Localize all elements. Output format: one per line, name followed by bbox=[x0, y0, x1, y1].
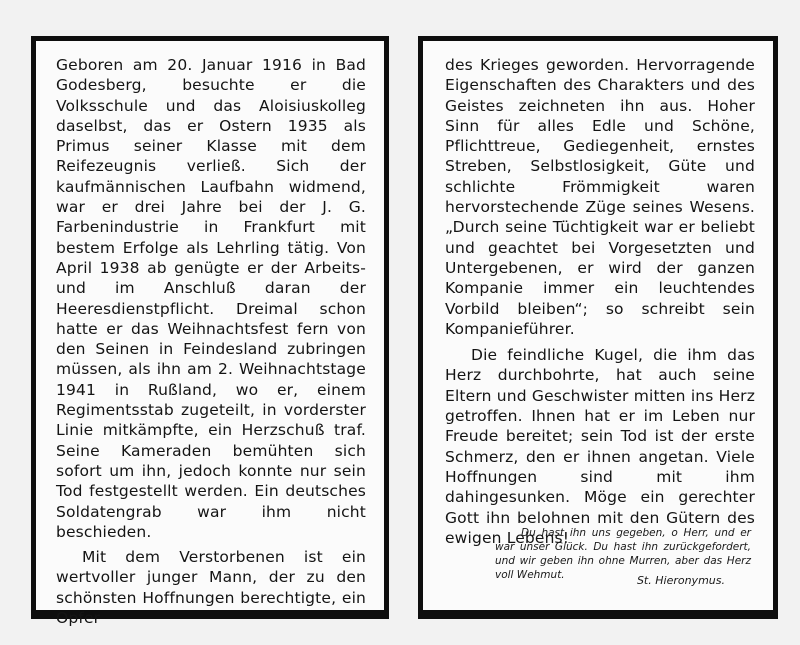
left-page-text bbox=[56, 55, 366, 628]
closing-quote: Du hast ihn uns gegeben, o Herr, und er war unser Glück. Du hast ihn zurückgefordert, und wir geben ihn ohne Murren, aber das Herz voll Wehmut. bbox=[495, 526, 751, 581]
right-page bbox=[418, 36, 778, 619]
right-page-text bbox=[445, 55, 755, 548]
quote-author: St. Hieronymus. bbox=[636, 574, 725, 587]
biography-paragraph: Geboren am 20. Januar 1916 in Bad Godesberg, besuchte er die Volksschule und das Aloisiuskolleg daselbst, das er Ostern 1935 als Primus seiner Klasse mit dem Reifezeugnis verließ. Sich der kaufmännischen Laufbahn widmend, war er drei Jahre bei der J. G. Farbenindustrie in Frankfurt mit bestem Erfolge als Lehrling tätig. Von April 1938 ab genügte er der Arbeits- und im Anschluß daran der Heeresdienstpflicht. Dreimal schon hatte er das Weihnachtsfest fern von den Seinen in Feindesland zubringen müssen, als ihn am 2. Weihnachtstage 1941 in Rußland, wo er, einem Regimentsstab zugeteilt, in vorderster Linie mitkämpfte, ein Herzschuß traf. Seine Kameraden bemühten sich sofort um ihn, jedoch konnte nur sein Tod festgestellt werden. Ein deutsches Soldatengrab war ihm nicht beschieden. bbox=[56, 56, 366, 541]
left-page bbox=[31, 36, 389, 628]
mourning-paragraph: Die feindliche Kugel, die ihm das Herz durchbohrte, hat auch seine Eltern und Geschwister mitten ins Herz getroffen. Ihnen hat er im Leben nur Freude bereitet; sein Tod ist der erste Schmerz, den er ihnen angetan. Viele Hoffnungen sind mit ihm dahingesunken. Möge ein gerechter Gott ihn belohnen mit den Gütern des ewigen Lebens! bbox=[445, 346, 755, 547]
tribute-paragraph-start: Mit dem Verstorbenen ist ein wertvoller junger Mann, der zu den schönsten Hoffnungen berechtigte, ein Opfer bbox=[56, 548, 366, 628]
tribute-paragraph-continued: des Krieges geworden. Hervorragende Eigenschaften des Charakters und des Geistes zeichneten ihn aus. Hoher Sinn für alles Edle und Schöne, Pflichttreue, Gediegenheit, ernstes Streben, Selbstlosigkeit, Güte und schlichte Frömmigkeit waren hervorstechende Züge seines Wesens. „Durch seine Tüchtigkeit war er beliebt und geachtet bei Vorgesetzten und Untergebenen, er wird der ganzen Kompanie immer ein leuchtendes Vorbild bleiben“; so schreibt sein Kompanieführer. bbox=[445, 56, 755, 338]
